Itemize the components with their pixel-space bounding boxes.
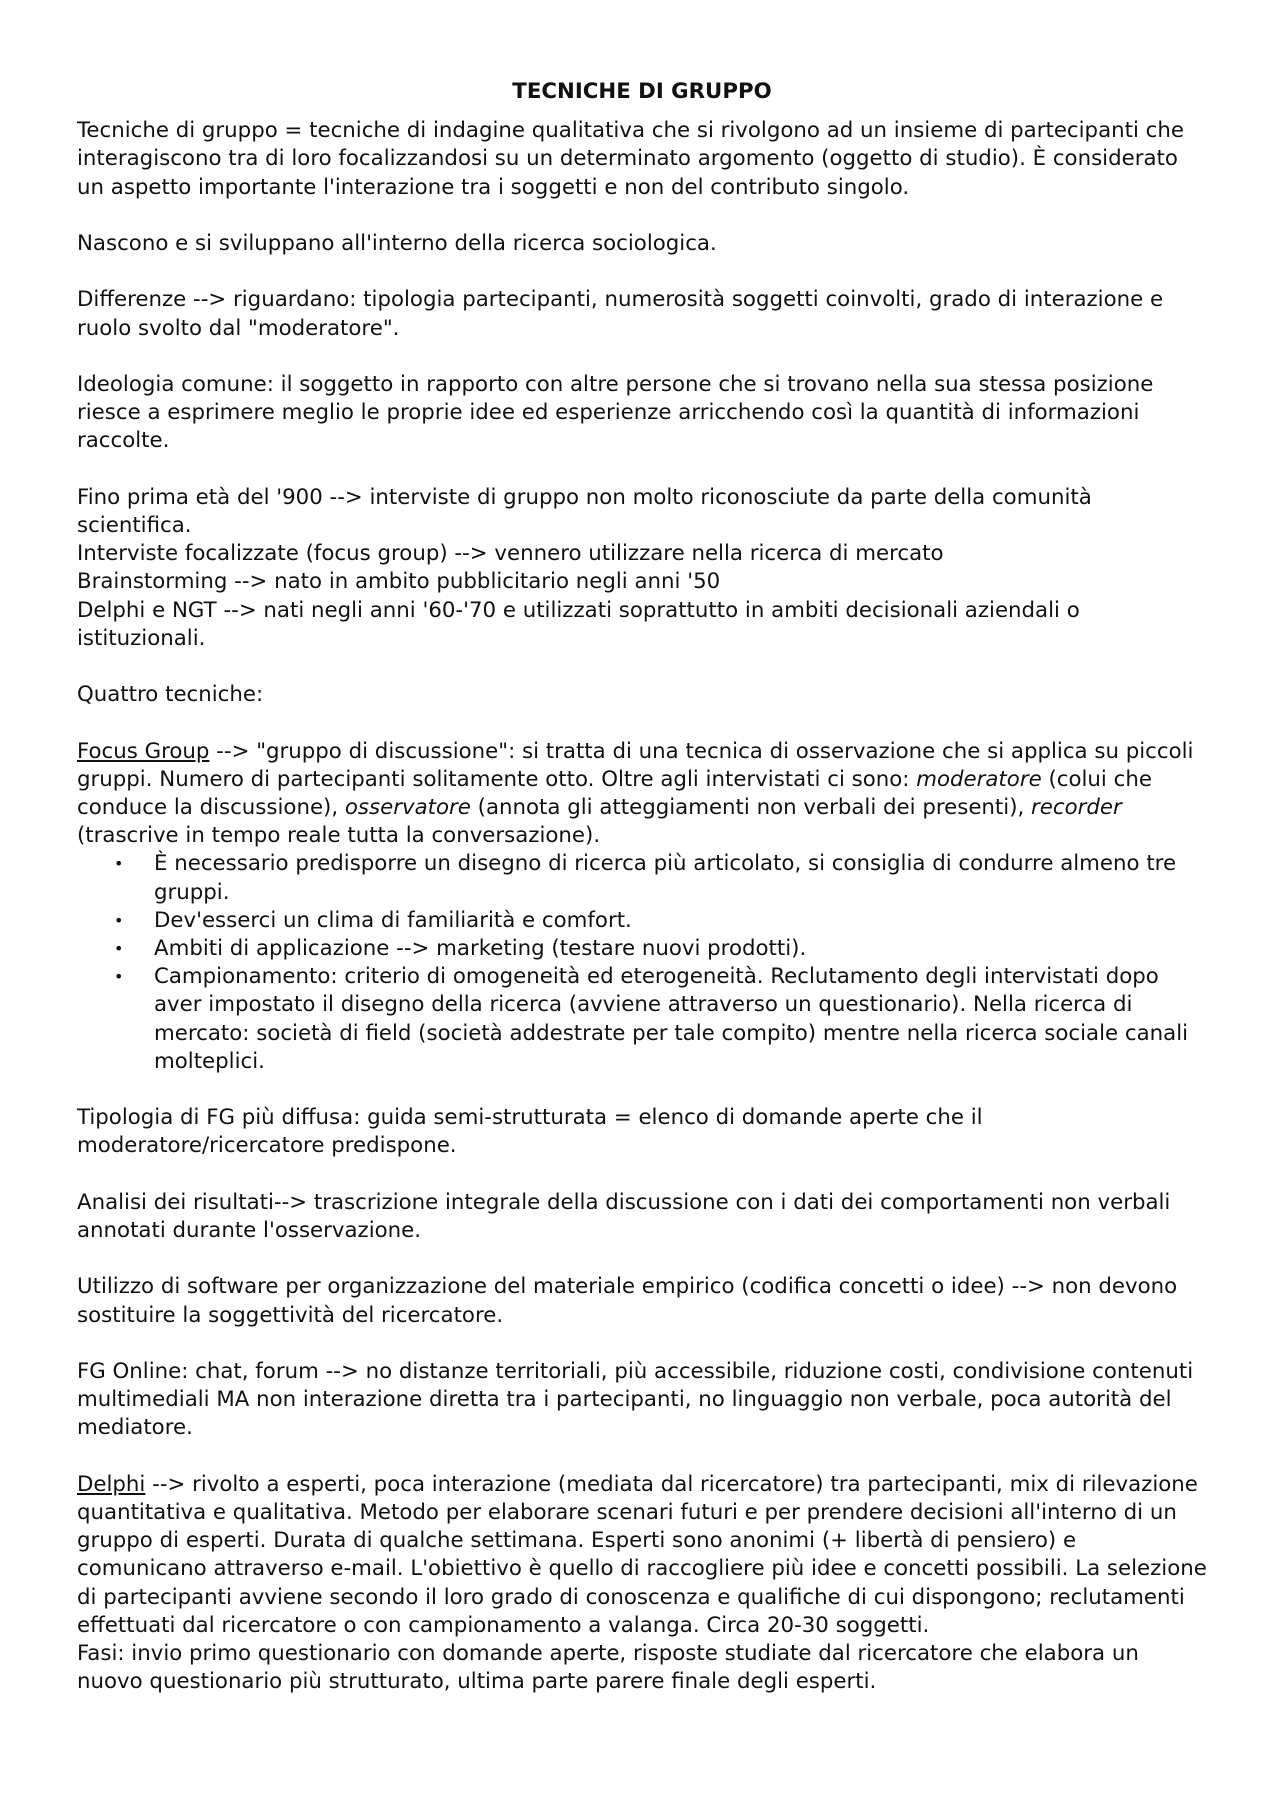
differences-paragraph: Differenze --> riguardano: tipologia partecipanti, numerosità soggetti coinvolti, grado di interazione e ruolo svolto dal "moderatore".: [77, 287, 1164, 341]
document-page: [77, 78, 1207, 1696]
history-line: Delphi e NGT --> nati negli anni '60-'70 e utilizzati soprattutto in ambiti decisionali aziendali o istituzionali.: [77, 597, 1080, 651]
bullet-item: • Campionamento: criterio di omogeneità ed eterogeneità. Reclutamento degli intervistati dopo aver impostato il disegno della ricerca (avviene attraverso un questionario). Nella ricerca di mercato: società di field (società addestrate per tale compito) mentre nella ricerca sociale canali molteplici.: [77, 963, 1207, 1076]
history-line: Fino prima età del '900 --> interviste di gruppo non molto riconosciute da parte della comunità scientifica.: [77, 484, 1092, 538]
delphi-paragraph: [77, 1471, 1207, 1640]
focus-group-bullets: [77, 850, 1207, 1076]
ideology-paragraph: Ideologia comune: il soggetto in rapporto con altre persone che si trovano nella sua stessa posizione riesce a esprimere meglio le proprie idee ed esperienze arricchendo così la quantità di informazioni raccolte.: [77, 371, 1154, 454]
role-moderatore: moderatore: [916, 766, 1042, 792]
document-title: TECNICHE DI GRUPPO: [512, 79, 772, 104]
analysis-paragraph: Analisi dei risultati--> trascrizione integrale della discussione con i dati dei comportamenti non verbali annotati durante l'osservazione.: [77, 1189, 1171, 1243]
focus-group-text: (trascrive in tempo reale tutta la conversazione).: [77, 823, 601, 849]
four-techniques-label: Quattro tecniche:: [77, 682, 264, 708]
focus-group-text: --> "gruppo di discussione": si tratta di una tecnica di osservazione che si applica su piccoli gruppi. Numero di partecipanti solitamente otto. Oltre agli intervistati ci sono:: [77, 738, 1194, 792]
history-line: Interviste focalizzate (focus group) --> vennero utilizzare nella ricerca di mercato: [77, 541, 944, 567]
delphi-heading: Delphi: [77, 1471, 146, 1497]
bullet-item: • Dev'esserci un clima di familiarità e comfort.: [77, 907, 1207, 935]
role-osservatore: osservatore: [344, 794, 471, 820]
role-recorder: recorder: [1031, 794, 1122, 820]
origin-paragraph: Nascono e si sviluppano all'interno della ricerca sociologica.: [77, 231, 717, 256]
focus-group-heading: Focus Group: [77, 738, 210, 764]
software-paragraph: Utilizzo di software per organizzazione del materiale empirico (codifica concetti o idee) --> non devono sostituire la soggettività del ricercatore.: [77, 1274, 1178, 1328]
focus-group-text: (annota gli atteggiamenti non verbali dei presenti),: [470, 794, 1032, 820]
delphi-text: --> rivolto a esperti, poca interazione (mediata dal ricercatore) tra partecipanti, mix di rilevazione quantitativa e qualitativa. Metodo per elaborare scenari futuri e per prendere decisioni all'interno di un gruppo di esperti. Durata di qualche settimana. Esperti sono anonimi (+ libertà di pensiero) e comunicano attraverso e-mail. L'obiettivo è quello di raccogliere più idee e concetti possibili. La selezione di partecipanti avviene secondo il loro grado di conoscenza e qualifiche di cui dispongono; reclutamenti effettuati dal ricercatore o con campionamento a valanga. Circa 20-30 soggetti.: [77, 1471, 1207, 1638]
focus-group-paragraph: [77, 738, 1207, 851]
typology-paragraph: Tipologia di FG più diffusa: guida semi-strutturata = elenco di domande aperte che il moderatore/ricercatore predispone.: [77, 1105, 983, 1159]
bullet-item: • È necessario predisporre un disegno di ricerca più articolato, si consiglia di condurre almeno tre gruppi.: [77, 850, 1207, 906]
delphi-phases: Fasi: invio primo questionario con domande aperte, risposte studiate dal ricercatore che elabora un nuovo questionario più strutturato, ultima parte parere finale degli esperti.: [77, 1641, 1139, 1695]
history-block: [77, 484, 1207, 653]
bullet-item: • Ambiti di applicazione --> marketing (testare nuovi prodotti).: [77, 935, 1207, 963]
focus-group-text: (colui che conduce la discussione),: [77, 766, 1152, 820]
history-line: Brainstorming --> nato in ambito pubblicitario negli anni '50: [77, 569, 721, 595]
online-paragraph: FG Online: chat, forum --> no distanze territoriali, più accessibile, riduzione costi, condivisione contenuti multimediali MA non interazione diretta tra i partecipanti, no linguaggio non verbale, poca autorità del mediatore.: [77, 1358, 1194, 1441]
definition-paragraph: Tecniche di gruppo = tecniche di indagine qualitativa che si rivolgono ad un insieme di partecipanti che interagiscono tra di loro focalizzandosi su un determinato argomento (oggetto di studio). È considerato un aspetto importante l'interazione tra i soggetti e non del contributo singolo.: [77, 118, 1184, 200]
